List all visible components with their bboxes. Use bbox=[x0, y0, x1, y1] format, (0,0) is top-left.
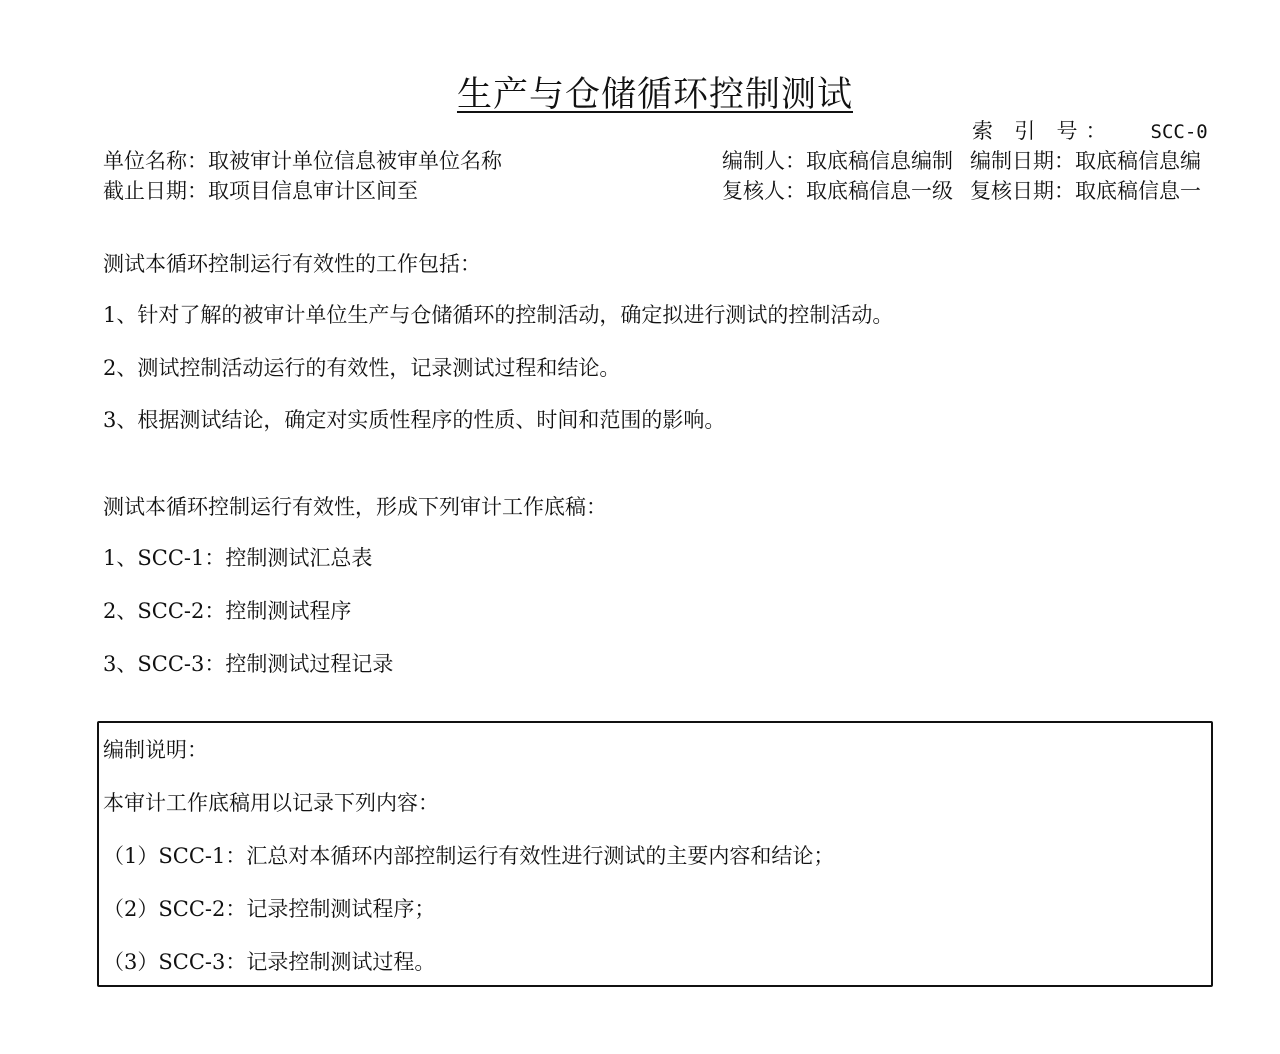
section1-item-2: 2、测试控制活动运行的有效性，记录测试过程和结论。 bbox=[103, 356, 621, 380]
index-value: SCC-0 bbox=[1150, 121, 1208, 143]
section1-item-3: 3、根据测试结论，确定对实质性程序的性质、时间和范围的影响。 bbox=[103, 408, 726, 432]
section2-item-1: 1、SCC-1：控制测试汇总表 bbox=[103, 546, 373, 570]
preparer: 编制人：取底稿信息编制 bbox=[722, 149, 953, 173]
review-date: 复核日期：取底稿信息一 bbox=[970, 179, 1201, 203]
notes-item-1: （1）SCC-1：汇总对本循环内部控制运行有效性进行测试的主要内容和结论； bbox=[103, 844, 835, 868]
notes-item-3: （3）SCC-3：记录控制测试过程。 bbox=[103, 950, 436, 974]
cutoff-date: 截止日期：取项目信息审计区间至 bbox=[103, 179, 418, 203]
page-title bbox=[0, 72, 1280, 118]
notes-heading: 编制说明： bbox=[103, 738, 208, 762]
page-title-text: 生产与仓储循环控制测试 bbox=[456, 75, 853, 115]
section2-heading: 测试本循环控制运行有效性，形成下列审计工作底稿： bbox=[103, 495, 607, 519]
index-number bbox=[972, 117, 1208, 146]
section2-item-3: 3、SCC-3：控制测试过程记录 bbox=[103, 652, 394, 676]
notes-item-2: （2）SCC-2：记录控制测试程序； bbox=[103, 897, 436, 921]
section2-item-2: 2、SCC-2：控制测试程序 bbox=[103, 599, 352, 623]
notes-intro: 本审计工作底稿用以记录下列内容： bbox=[103, 791, 439, 815]
reviewer: 复核人：取底稿信息一级 bbox=[722, 179, 953, 203]
section1-heading: 测试本循环控制运行有效性的工作包括： bbox=[103, 252, 481, 276]
index-label: 索 引 号： bbox=[972, 119, 1115, 143]
unit-name: 单位名称：取被审计单位信息被审单位名称 bbox=[103, 149, 502, 173]
prepare-date: 编制日期：取底稿信息编 bbox=[970, 149, 1201, 173]
section1-item-1: 1、针对了解的被审计单位生产与仓储循环的控制活动，确定拟进行测试的控制活动。 bbox=[103, 303, 894, 327]
